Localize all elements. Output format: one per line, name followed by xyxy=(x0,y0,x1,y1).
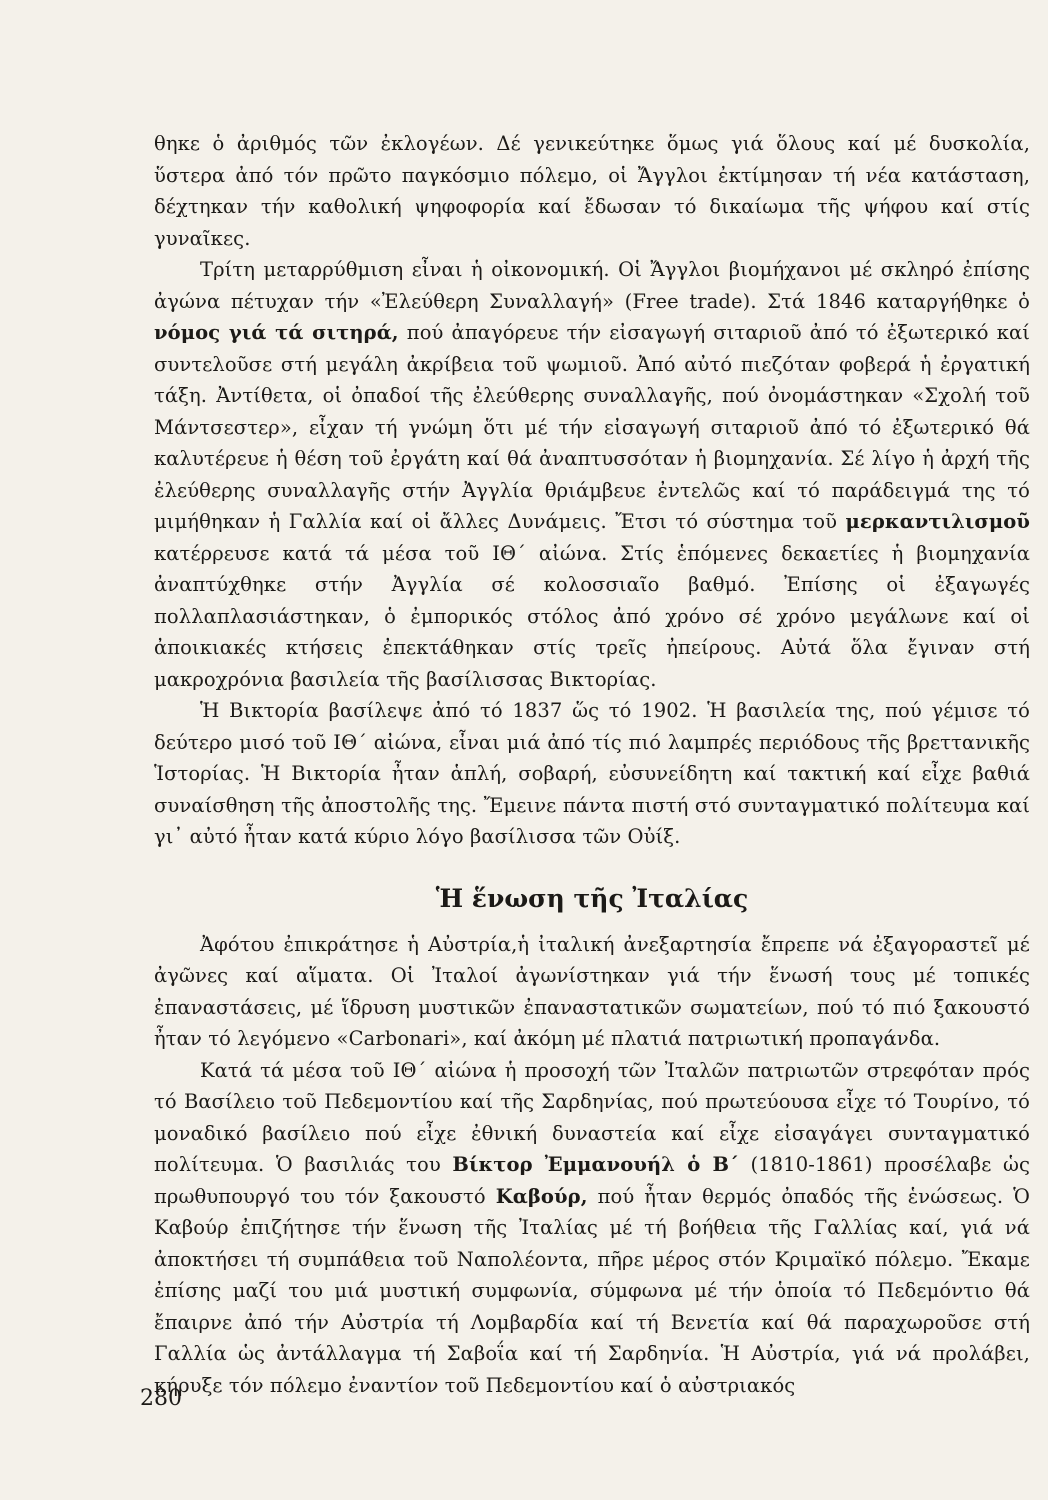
emphasis-term: Καβούρ, xyxy=(495,1184,588,1208)
page-body xyxy=(154,128,1030,1401)
paragraph: Ἀφότου ἐπικράτησε ἡ Αὐστρία,ἡ ἰταλική ἀνεξαρτησία ἔπρεπε νά ἐξαγοραστεῖ μέ ἀγῶνες καί αἵματα. Οἱ Ἰταλοί ἀγωνίστηκαν γιά τήν ἕνωσή τους μέ τοπικές ἐπαναστάσεις, μέ ἵδρυση μυστικῶν ἐπαναστατικῶν σωματείων, πού τό πιό ξακουστό ἦταν τό λεγόμενο «Carbonari», καί ἀκόμη μέ πλατιά πατριωτική προπαγάνδα. xyxy=(154,932,1030,1050)
section-heading: Ἡ ἕνωση τῆς Ἰταλίας xyxy=(435,883,749,913)
paragraph: θηκε ὁ ἀριθμός τῶν ἐκλογέων. Δέ γενικεύτηκε ὅμως γιά ὅλους καί μέ δυσκολία, ὕστερα ἀπό τόν πρῶτο παγκόσμιο πόλεμο, οἱ Ἄγγλοι ἐκτίμησαν τή νέα κατάσταση, δέχτηκαν τήν καθολική ψηφοφορία καί ἔδωσαν τό δικαίωμα τῆς ψήφου καί στίς γυναῖκες. xyxy=(154,132,1030,250)
emphasis-term: Βίκτορ Ἐμμανουήλ ὁ Β΄ xyxy=(452,1153,739,1176)
paragraph: Κατά τά μέσα τοῦ ΙΘ΄ αἰώνα ἡ προσοχή τῶν Ἰταλῶν πατριωτῶν στρεφόταν πρός τό Βασίλειο τοῦ Πεδεμοντίου καί τῆς Σαρδηνίας, πού πρωτεύουσα εἶχε τό Τουρίνο, τό μοναδικό βασίλειο πού εἶχε ἐθνική δυναστεία καί εἶχε εἰσαγάγει συνταγματικό πολίτευμα. Ὁ βασιλιάς του Βίκτορ Ἐμμανουήλ ὁ Β΄ (1810-1861) προσέλαβε ὡς πρωθυπουργό του τόν ξακουστό Καβούρ, πού ἦταν θερμός ὀπαδός τῆς ἑνώσεως. Ὁ Καβούρ ἐπιζήτησε τήν ἕνωση τῆς Ἰταλίας μέ τή βοήθεια τῆς Γαλλίας καί, γιά νά ἀποκτήσει τή συμπάθεια τοῦ Ναπολέοντα, πῆρε μέρος στόν Κριμαϊκό πόλεμο. Ἔκαμε ἐπίσης μαζί του μιά μυστική συμφωνία, σύμφωνα μέ τήν ὁποία τό Πεδεμόντιο θά ἔπαιρνε ἀπό τήν Αὐστρία τή Λομβαρδία καί τή Βενετία καί θά παραχωροῦσε στή Γαλλία ὡς ἀντάλλαγμα τή Σαβοΐα καί τή Σαρδηνία. Ἡ Αὐστρία, γιά νά προλάβει, κήρυξε τόν πόλεμο ἐναντίον τοῦ Πεδεμοντίου καί ὁ αὐστριακός xyxy=(154,1058,1030,1397)
emphasis-term: μερκαντιλισμοῦ xyxy=(845,510,1030,533)
paragraph: Τρίτη μεταρρύθμιση εἶναι ἡ οἰκονομική. Οἱ Ἄγγλοι βιομήχανοι μέ σκληρό ἐπίσης ἀγώνα πέτυχαν τήν «Ἐλεύθερη Συναλλαγή» (Free trade). Στά 1846 καταργήθηκε ὁ νόμος γιά τά σιτηρά, πού ἀπαγόρευε τήν εἰσαγωγή σιταριοῦ ἀπό τό ἐξωτερικό καί συντελοῦσε στή μεγάλη ἀκρίβεια τοῦ ψωμιοῦ. Ἀπό αὐτό πιεζόταν φοβερά ἡ ἐργατική τάξη. Ἀντίθετα, οἱ ὀπαδοί τῆς ἐλεύθερης συναλλαγῆς, πού ὀνομάστηκαν «Σχολή τοῦ Μάντσεστερ», εἶχαν τή γνώμη ὅτι μέ τήν εἰσαγωγή σιταριοῦ ἀπό τό ἐξωτερικό θά καλυτέρευε ἡ θέση τοῦ ἐργάτη καί θά ἀναπτυσσόταν ἡ βιομηχανία. Σέ λίγο ἡ ἀρχή τῆς ἐλεύθερης συναλλαγῆς στήν Ἀγγλία θριάμβευε ἐντελῶς καί τό παράδειγμά της τό μιμήθηκαν ἡ Γαλλία καί οἱ ἄλλες Δυνάμεις. Ἔτσι τό σύστημα τοῦ μερκαντιλισμοῦ κατέρρευσε κατά τά μέσα τοῦ ΙΘ΄ αἰώνα. Στίς ἑπόμενες δεκαετίες ἡ βιομηχανία ἀναπτύχθηκε στήν Ἀγγλία σέ κολοσσιαῖο βαθμό. Ἐπίσης οἱ ἐξαγωγές πολλαπλασιάστηκαν, ὁ ἐμπορικός στόλος ἀπό χρόνο σέ χρόνο μεγάλωνε καί οἱ ἀποικιακές κτήσεις ἐπεκτάθηκαν στίς τρεῖς ἠπείρους. Αὐτά ὅλα ἔγιναν στή μακροχρόνια βασιλεία τῆς βασίλισσας Βικτορίας. xyxy=(154,258,1031,691)
page-number: 280 xyxy=(140,1386,182,1411)
emphasis-term: νόμος γιά τά σιτηρά, xyxy=(154,321,399,344)
paragraph: Ἡ Βικτορία βασίλεψε ἀπό τό 1837 ὥς τό 1902. Ἡ βασιλεία της, πού γέμισε τό δεύτερο μισό τοῦ ΙΘ΄ αἰώνα, εἶναι μιά ἀπό τίς πιό λαμπρές περιόδους τῆς βρεττανικῆς Ἱστορίας. Ἡ Βικτορία ἦταν ἁπλή, σοβαρή, εὐσυνείδητη καί τακτική καί εἶχε βαθιά συναίσθηση τῆς ἀποστολῆς της. Ἔμεινε πάντα πιστή στό συνταγματικό πολίτευμα καί γι᾽ αὐτό ἦταν κατά κύριο λόγο βασίλισσα τῶν Οὐίξ. xyxy=(154,699,1030,848)
